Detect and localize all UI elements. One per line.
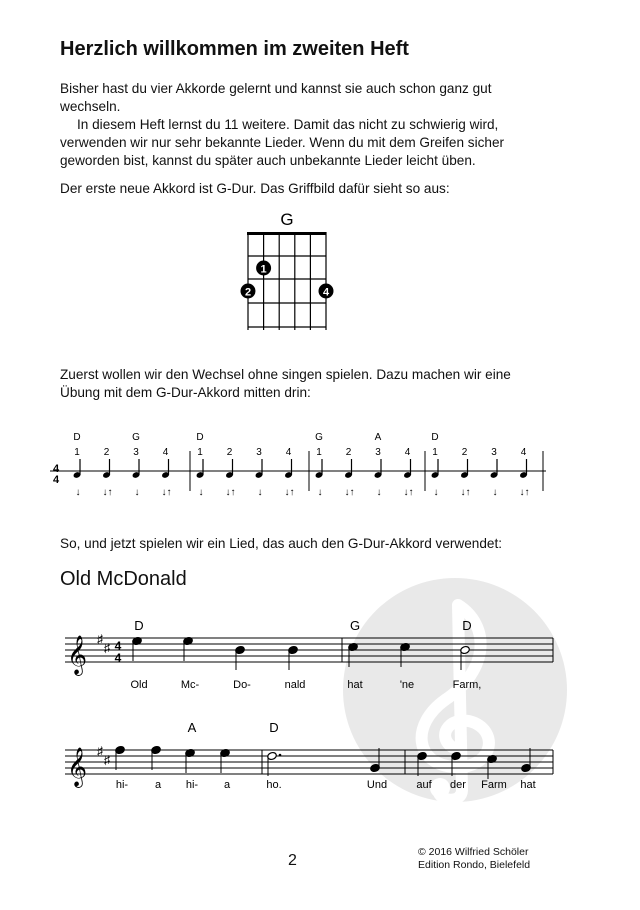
strum-arrow: ↓↑ <box>460 487 471 498</box>
song-chord-label: G <box>349 618 361 633</box>
beat-number: 2 <box>103 447 110 458</box>
chord-name: G <box>280 210 294 229</box>
lyric-syllable: Do- <box>233 679 251 691</box>
strum-arrow: ↓↑ <box>344 487 355 498</box>
copyright-line: © 2016 Wilfried Schöler <box>418 846 529 858</box>
beat-number: 4 <box>404 447 411 458</box>
page-number: 2 <box>288 852 297 869</box>
strum-arrow: ↓↑ <box>284 487 295 498</box>
lyric-syllable: nald <box>284 679 306 691</box>
exercise-chord-label: A <box>374 432 382 443</box>
song-chord-label: D <box>462 618 472 633</box>
lyric-syllable: hat <box>347 679 363 691</box>
time-signature-bottom: 4 <box>114 651 122 665</box>
strum-arrow: ↓ <box>75 487 81 498</box>
exercise-intro-line: Zuerst wollen wir den Wechsel ohne singen spielen. Dazu machen wir eine <box>60 367 511 382</box>
augmentation-dot <box>279 754 282 757</box>
lyric-syllable: Farm, <box>452 679 482 691</box>
beat-number: 4 <box>162 447 169 458</box>
intro-line: verwenden wir nur sehr bekannte Lieder. Wenn du mit dem Greifen sicher <box>60 135 505 150</box>
exercise-intro-line: Übung mit dem G-Dur-Akkord mitten drin: <box>60 385 311 400</box>
lyric-syllable: Mc- <box>180 679 200 691</box>
strum-arrow: ↓↑ <box>225 487 236 498</box>
lyric-syllable: hi- <box>115 779 129 791</box>
beat-number: 2 <box>345 447 352 458</box>
lyric-syllable: 'ne <box>399 679 415 691</box>
strum-arrow: ↓ <box>492 487 498 498</box>
finger-dot <box>241 284 256 299</box>
strum-arrow: ↓ <box>198 487 204 498</box>
lyric-syllable: auf <box>416 779 432 791</box>
song-title: Old McDonald <box>60 568 187 590</box>
lyric-syllable: hi- <box>185 779 199 791</box>
time-signature-top: 4 <box>52 463 60 475</box>
strum-arrow: ↓ <box>433 487 439 498</box>
song-chord-label: D <box>269 720 279 735</box>
exercise-chord-label: D <box>73 432 81 443</box>
strum-arrow: ↓↑ <box>403 487 414 498</box>
g-chord-diagram <box>236 205 346 333</box>
beat-number: 3 <box>133 447 139 458</box>
beat-number: 2 <box>461 447 468 458</box>
lyric-syllable: Old <box>130 679 148 691</box>
strum-arrow: ↓ <box>257 487 263 498</box>
beat-number: 3 <box>375 447 381 458</box>
time-signature-bottom: 4 <box>52 474 60 486</box>
exercise-chord-label: D <box>196 432 204 443</box>
sharp-sign: ♯ <box>104 641 110 655</box>
intro-line: wechseln. <box>60 99 121 114</box>
intro-line: In diesem Heft lernst du 11 weitere. Damit das nicht zu schwierig wird, <box>77 117 499 132</box>
strum-arrow: ↓↑ <box>102 487 113 498</box>
strum-arrow: ↓↑ <box>161 487 172 498</box>
sharp-sign: ♯ <box>97 632 103 646</box>
beat-number: 4 <box>285 447 292 458</box>
sharp-sign: ♯ <box>104 753 110 767</box>
strum-arrow: ↓↑ <box>519 487 530 498</box>
beat-number: 3 <box>256 447 262 458</box>
beat-number: 1 <box>432 447 438 458</box>
treble-clef: 𝄞 <box>67 748 88 786</box>
song-chord-label: D <box>134 618 144 633</box>
song-system-1 <box>60 610 560 695</box>
treble-clef: 𝄞 <box>67 636 88 674</box>
exercise-chord-label: G <box>132 432 140 443</box>
lyric-syllable: Und <box>366 779 388 791</box>
song-system-2 <box>60 715 560 805</box>
svg-text:4: 4 <box>322 286 330 299</box>
rhythm-exercise-staff <box>50 425 550 505</box>
beat-number: 1 <box>74 447 80 458</box>
song-chord-label: A <box>187 720 197 735</box>
beat-number: 4 <box>520 447 527 458</box>
intro-line: Bisher hast du vier Akkorde gelernt und kannst sie auch schon ganz gut <box>60 81 492 96</box>
beat-number: 3 <box>491 447 497 458</box>
strum-arrow: ↓ <box>376 487 382 498</box>
song-intro-text: So, und jetzt spielen wir ein Lied, das auch den G-Dur-Akkord verwendet: <box>60 536 503 551</box>
svg-text:1: 1 <box>260 263 267 276</box>
lyric-syllable: der <box>450 779 466 791</box>
exercise-chord-label: D <box>431 432 439 443</box>
publisher-line: Edition Rondo, Bielefeld <box>418 859 531 871</box>
footer-credits <box>418 846 530 872</box>
lyric-syllable: a <box>223 779 231 791</box>
strum-arrow: ↓ <box>317 487 323 498</box>
sharp-sign: ♯ <box>97 744 103 758</box>
chord-intro-text: Der erste neue Akkord ist G-Dur. Das Griffbild dafür sieht so aus: <box>60 181 450 196</box>
strum-arrow: ↓ <box>134 487 140 498</box>
lyric-syllable: hat <box>520 779 536 791</box>
exercise-intro-text <box>60 366 580 402</box>
intro-paragraph <box>60 80 580 170</box>
page-title: Herzlich willkommen im zweiten Heft <box>60 38 409 60</box>
lyric-syllable: Farm <box>481 779 507 791</box>
finger-dot <box>256 261 271 276</box>
beat-number: 1 <box>316 447 322 458</box>
exercise-chord-label: G <box>315 432 323 443</box>
intro-line: geworden bist, kannst du später auch unbekannte Lieder leicht üben. <box>60 153 476 168</box>
lyric-syllable: a <box>154 779 162 791</box>
svg-text:2: 2 <box>244 286 252 299</box>
beat-number: 1 <box>197 447 203 458</box>
time-signature-top: 4 <box>114 639 122 653</box>
finger-dot <box>319 284 334 299</box>
lyric-syllable: ho. <box>266 779 282 791</box>
beat-number: 2 <box>226 447 233 458</box>
